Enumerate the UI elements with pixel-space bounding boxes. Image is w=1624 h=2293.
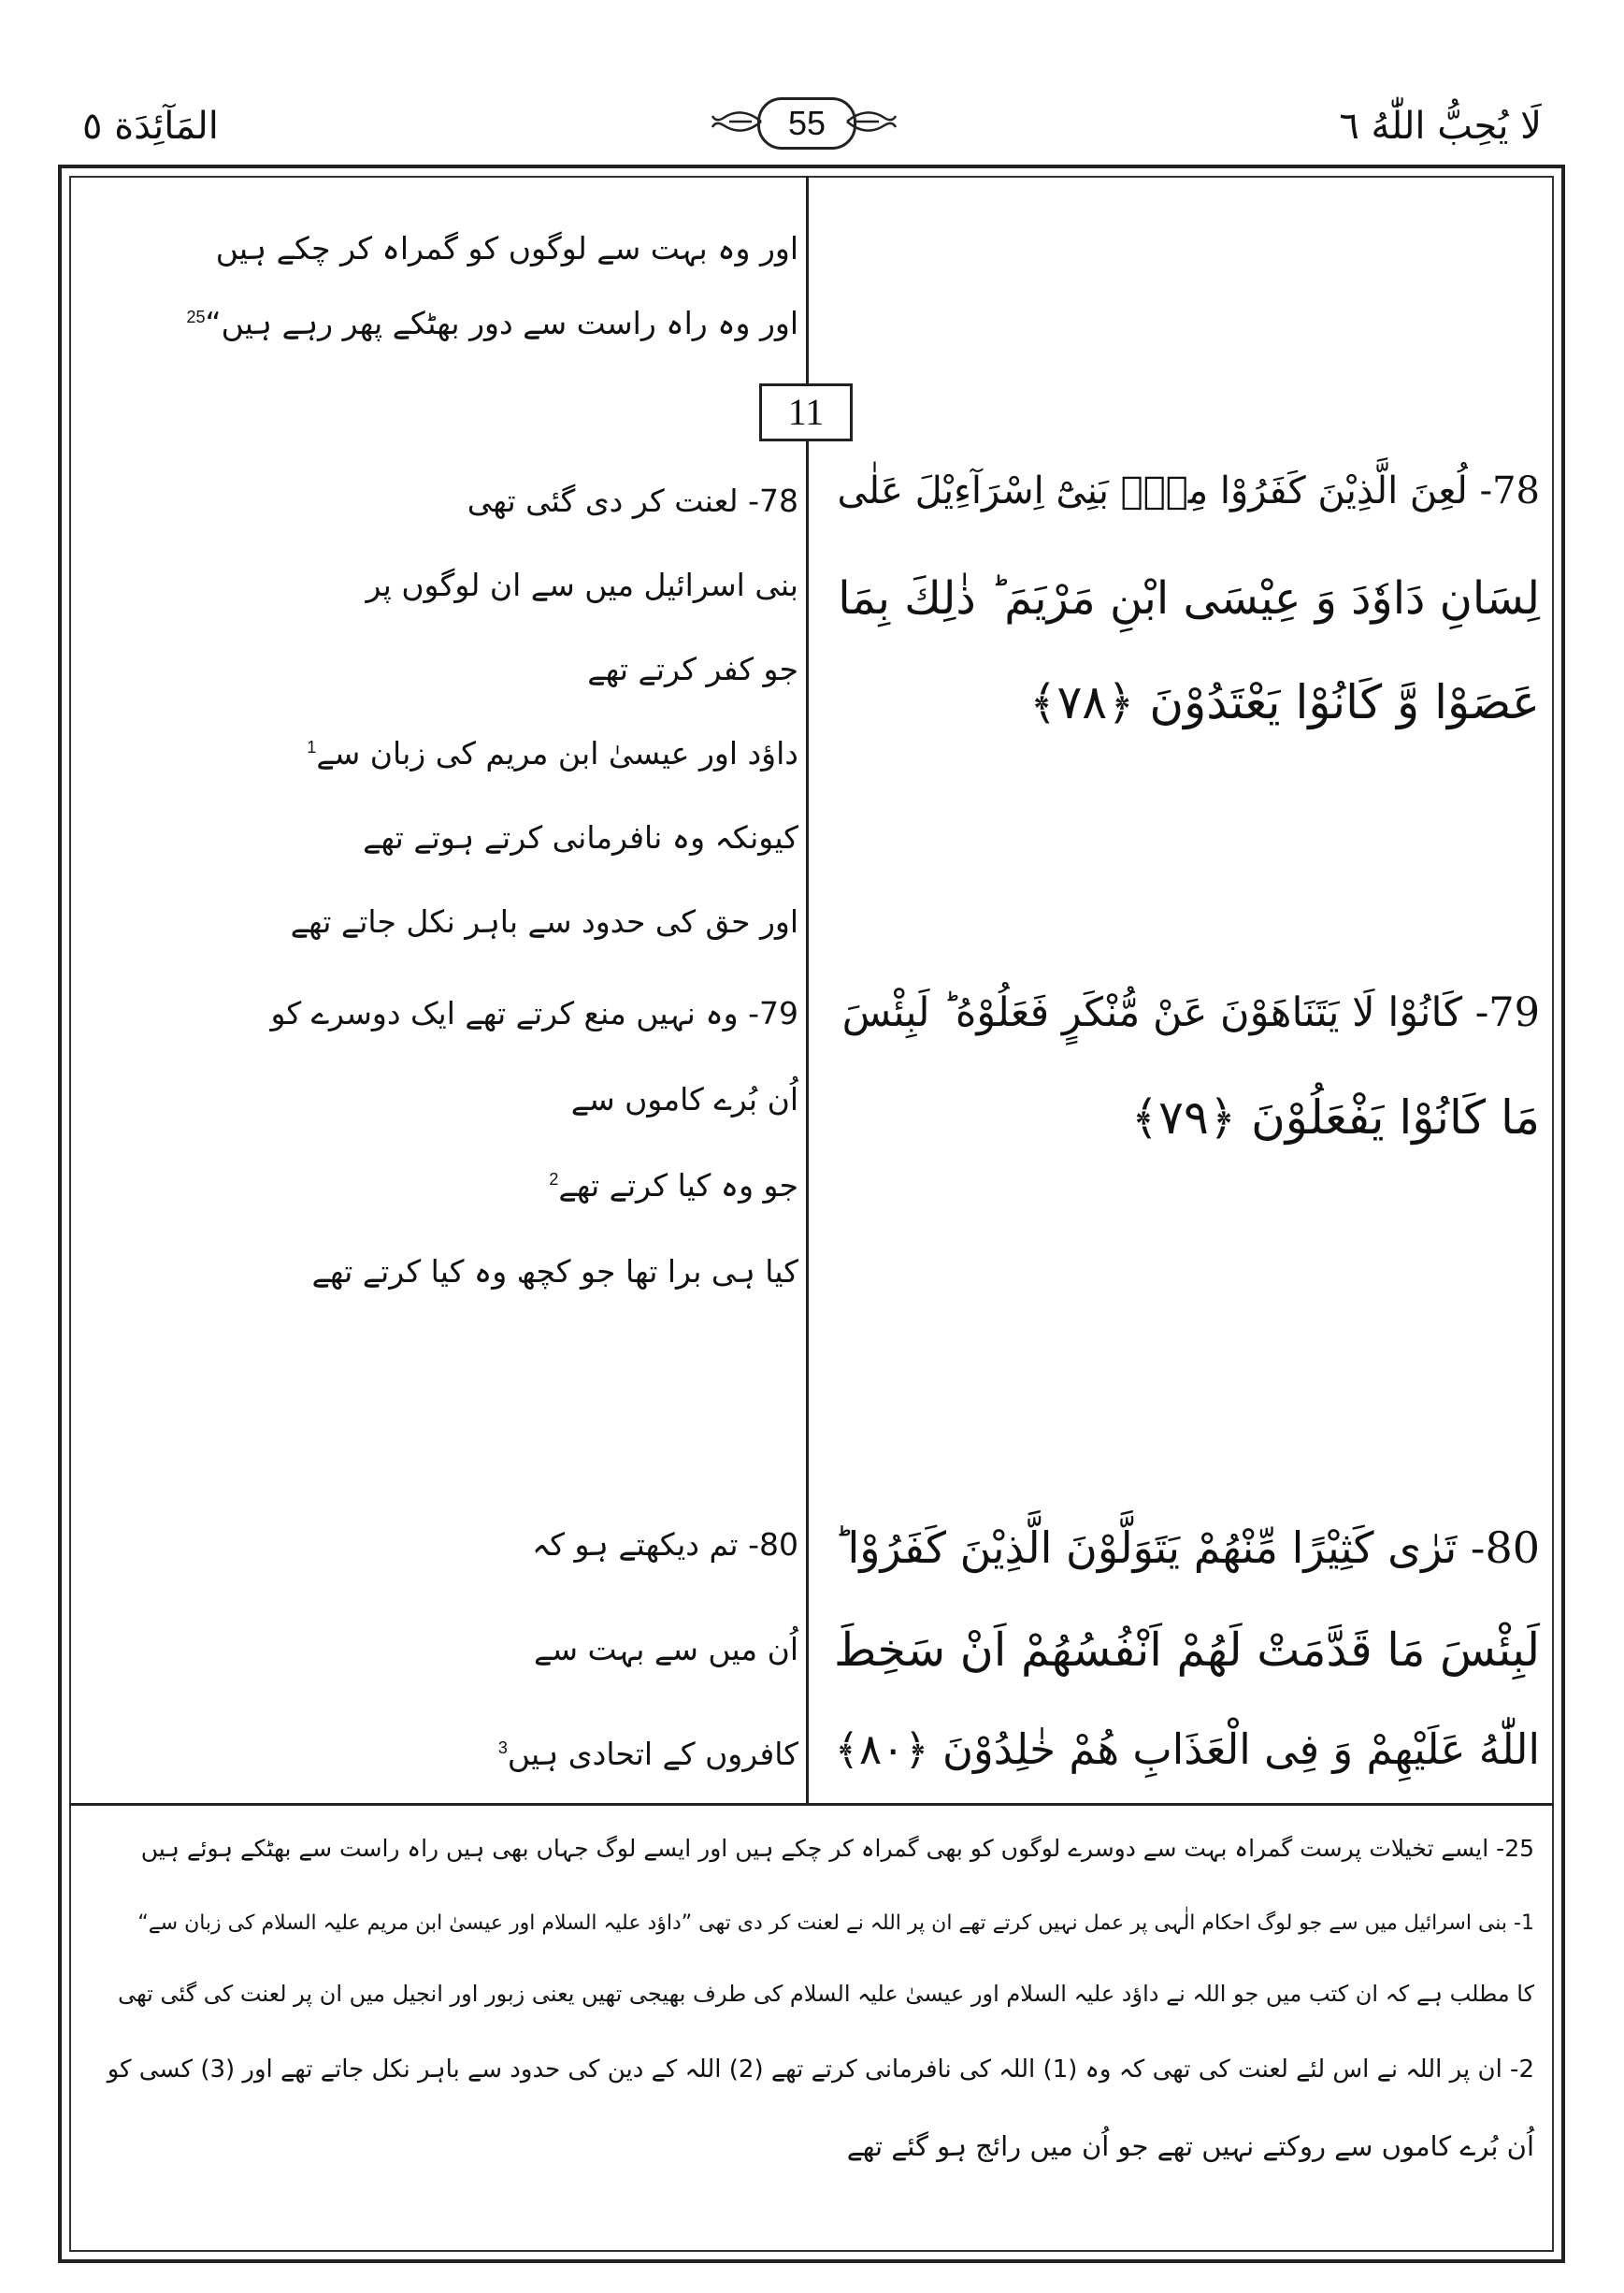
verse-78-translation-line: 78- لعنت کر دی گئی تھی [467,483,798,519]
juz-title: لَا یُحِبُّ اللّٰهُ ٦ [1339,105,1542,148]
ornament-left-icon [711,108,763,135]
page-number-ornament [711,92,898,151]
verse-80-translation-line: 80- تم دیکھتے ہو کہ [531,1526,798,1563]
verse-78-translation-line: کیونکہ وہ نافرمانی کرتے ہوتے تھے [363,819,798,856]
verse-79-translation-line: 79- وہ نہیں منع کرتے تھے ایک دوسرے کو [270,995,798,1031]
intro-line: اور وہ راہ راست سے دور بھٹکے پھر رہے ہیں“$^{25}$ [186,305,798,341]
verse-79-arabic-line: 79- كَانُوْا لَا یَتَنَاهَوْنَ عَنْ مُّنْكَرٍ فَعَلُوْهُ ؕ لَبِئْسَ [841,989,1540,1036]
page-number: 55 [757,97,856,150]
verse-79-translation-line: کیا ہی برا تھا جو کچھ وہ کیا کرتے تھے [311,1253,798,1290]
verse-78-arabic-line: لِسَانِ دَاوٗدَ وَ عِیْسَی ابْنِ مَرْیَمَ ؕ ذٰلِكَ بِمَا [838,572,1540,625]
surah-title: المَآئِدَة ٥ [82,105,219,148]
verse-78-translation-line: اور حق کی حدود سے باہر نکل جاتے تھے [290,903,798,940]
verse-80-translation-line: کافروں کے اتحادی ہیں$^3$ [497,1736,798,1772]
verse-79-translation-line: اُن بُرے کاموں سے [570,1081,798,1118]
footnote-line: اُن بُرے کاموں سے روکتے نہیں تھے جو اُن میں رائج ہو گئے تھے [846,2130,1534,2162]
verse-80-arabic-line: 80- تَرٰی كَثِیْرًا مِّنْهُمْ یَتَوَلَّوْنَ الَّذِیْنَ كَفَرُوْا ؕ [833,1522,1540,1573]
verse-79-arabic-line: مَا كَانُوْا یَفْعَلُوْنَ ﴿۷۹﴾ [1130,1090,1540,1145]
ornament-right-icon [845,108,898,135]
verse-79-translation-line: جو وہ کیا کرتے تھے$^2$ [549,1167,798,1204]
verse-78-translation-line: بنی اسرائیل میں سے ان لوگوں پر [366,567,798,603]
verse-80-arabic-line: اللّٰهُ عَلَیْهِمْ وَ فِی الْعَذَابِ هُمْ خٰلِدُوْنَ ﴿۸۰﴾ [834,1724,1540,1774]
footnote-line: 2- ان پر اللہ نے اس لئے لعنت کی تھی کہ وہ (1) اللہ کی نافرمانی کرتے تھے (2) اللہ کے دین کی حدود سے باہر نکل جاتے تھے اور (3) کسی کو [107,2055,1534,2084]
verse-78-arabic-line: عَصَوْا وَّ كَانُوْا یَعْتَدُوْنَ ﴿۷۸﴾ [1029,675,1540,729]
verse-78-arabic-line: 78- لُعِنَ الَّذِیْنَ كَفَرُوْا مِنْۢ بَنِیْٓ اِسْرَآءِیْلَ عَلٰی [837,469,1540,512]
footnote-separator [69,1803,1554,1806]
footnote-line: کا مطلب ہے کہ ان کتب میں جو اللہ نے داؤد علیہ السلام اور عیسیٰ علیہ السلام کی طرف بھیجی تھیں یعنی زبور اور انجیل میں ان پر لعنت کی گئی تھی [118,1981,1534,2007]
verse-78-translation-line: داؤد اور عیسیٰ ابن مریم کی زبان سے$^1$ [307,735,798,772]
verse-80-arabic-line: لَبِئْسَ مَا قَدَّمَتْ لَهُمْ اَنْفُسُهُمْ اَنْ سَخِطَ [834,1623,1540,1677]
verse-80-translation-line: اُن میں سے بہت سے [533,1631,798,1667]
intro-line: اور وہ بہت سے لوگوں کو گمراہ کر چکے ہیں [215,230,798,267]
footnote-line: 25- ایسے تخیلات پرست گمراہ بہت سے دوسرے لوگوں کو بھی گمراہ کر چکے ہیں اور ایسے لوگ جہاں بھی ہیں راہ راست سے بھٹکے ہوئے ہیں [140,1835,1534,1862]
section-number-box: 11 [759,383,853,441]
footnote-line: 1- بنی اسرائیل میں سے جو لوگ احکام الٰہی پر عمل نہیں کرتے تھے ان پر اللہ نے لعنت کر دی تھی ”داؤد علیہ السلام اور عیسیٰ ابن مریم علیہ السلام کی زبان سے“ [137,1911,1534,1935]
verse-78-translation-line: جو کفر کرتے تھے [587,651,798,687]
